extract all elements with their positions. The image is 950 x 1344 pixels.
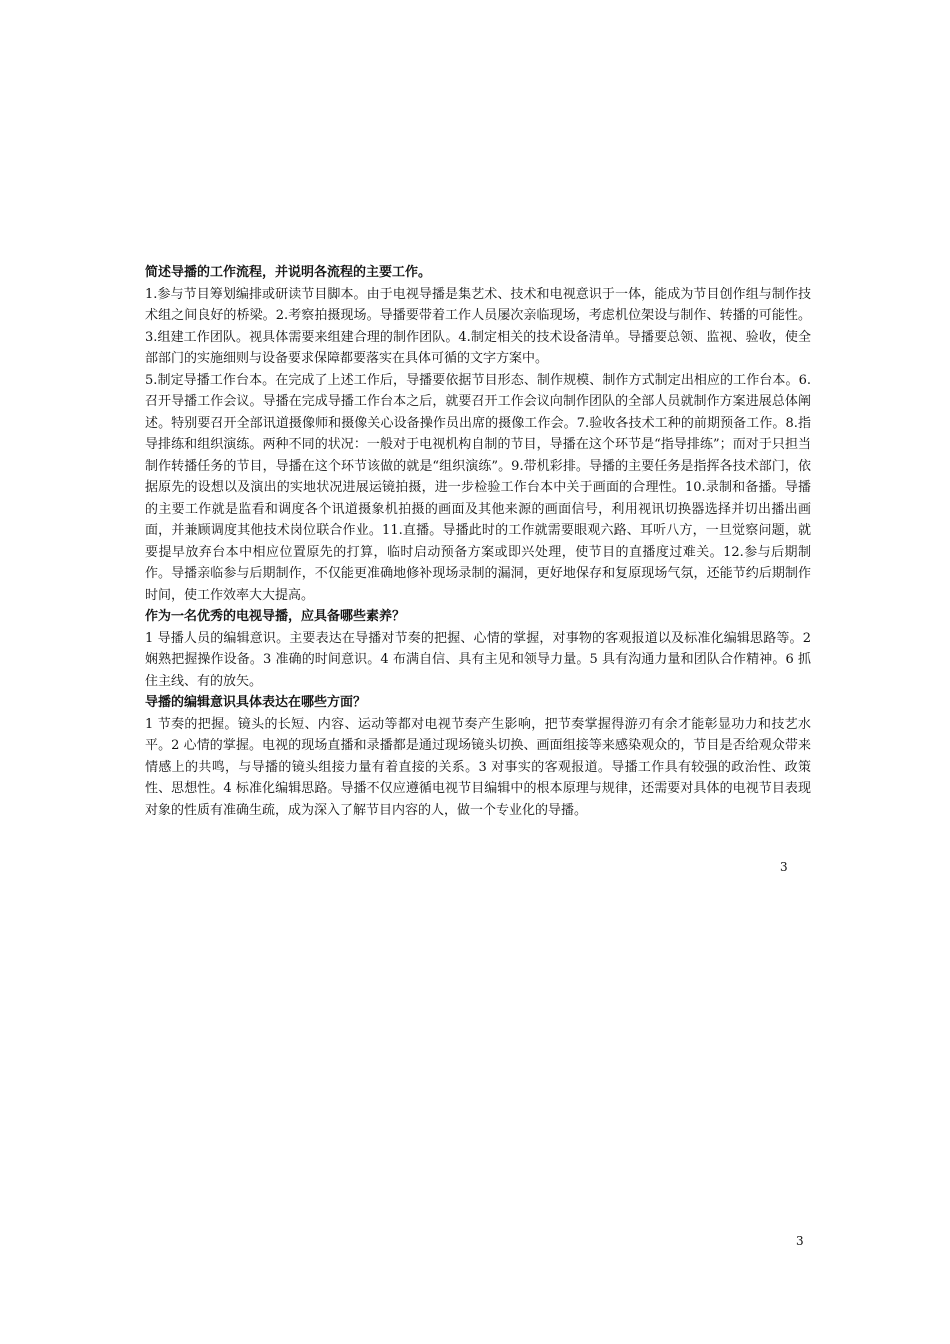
- section-1-paragraph-1: 1.参与节目筹划编排或研读节目脚本。由于电视导播是集艺术、技术和电视意识于一体，能成为节目创作组与制作技术组之间良好的桥梁。2.考察拍摄现场。导播要带着工作人员屡次亲临现场，考虑机位架设与制作、转播的可能性。3.组建工作团队。视具体需要来组建合理的制作团队。4.制定相关的技术设备清单。导播要总领、监视、验收，使全部部门的实施细则与设备要求保障都要落实在具体可循的文字方案中。: [145, 286, 811, 366]
- document-body: [145, 262, 811, 821]
- section-2-paragraph-1: 1 导播人员的编辑意识。主要表达在导播对节奏的把握、心情的掌握，对事物的客观报道以及标准化编辑思路等。2 娴熟把握操作设备。3 准确的时间意识。4 布满自信、具有主见和领导力量。5 具有沟通力量和团队合作精神。6 抓住主线、有的放矢。: [145, 630, 811, 689]
- section-3-paragraph-1: 1 节奏的把握。镜头的长短、内容、运动等都对电视节奏产生影响，把节奏掌握得游刃有余才能彰显功力和技艺水平。2 心情的掌握。电视的现场直播和录播都是通过现场镜头切换、画面组接等来感染观众的，节目是否给观众带来情感上的共鸣，与导播的镜头组接力量有着直接的关系。3 对事实的客观报道。导播工作具有较强的政治性、政策性、思想性。4 标准化编辑思路。导播不仅应遵循电视节目编辑中的根本原理与规律，还需要对具体的电视节目表现对象的性质有准确生疏，成为深入了解节目内容的人，做一个专业化的导播。: [145, 716, 811, 818]
- page-number-inner: 3: [780, 860, 788, 874]
- section-heading-1: 简述导播的工作流程，并说明各流程的主要工作。: [145, 265, 432, 280]
- section-heading-2: 作为一名优秀的电视导播，应具备哪些素养？: [145, 609, 406, 624]
- section-1-paragraph-2: 5.制定导播工作台本。在完成了上述工作后，导播要依据节目形态、制作规模、制作方式制定出相应的工作台本。6.召开导播工作会议。导播在完成导播工作台本之后，就要召开工作会议向制作团队的全部人员就制作方案进展总体阐述。特别要召开全部讯道摄像师和摄像关心设备操作员出席的摄像工作会。7.验收各技术工种的前期预备工作。8.指导排练和组织演练。两种不同的状况：一般对于电视机构自制的节目，导播在这个环节是“指导排练”；而对于只担当制作转播任务的节目，导播在这个环节该做的就是“组织演练”。9.带机彩排。导播的主要任务是指挥各技术部门，依据原先的设想以及演出的实地状况进展运镜拍摄，进一步检验工作台本中关于画面的合理性。10.录制和备播。导播的主要工作就是监看和调度各个讯道摄象机拍摄的画面及其他来源的画面信号，利用视讯切换器选择并切出播出画面，并兼顾调度其他技术岗位联合作业。11.直播。导播此时的工作就需要眼观六路、耳听八方，一旦觉察问题，就要提早放弃台本中相应位置原先的打算，临时启动预备方案或即兴处理，使节目的直播度过难关。12.参与后期制作。导播亲临参与后期制作，不仅能更准确地修补现场录制的漏洞，更好地保存和复原现场气氛，还能节约后期制作时间，使工作效率大大提高。: [145, 372, 811, 603]
- section-heading-3: 导播的编辑意识具体表达在哪些方面？: [145, 695, 367, 710]
- page-number-outer: 3: [796, 1234, 804, 1248]
